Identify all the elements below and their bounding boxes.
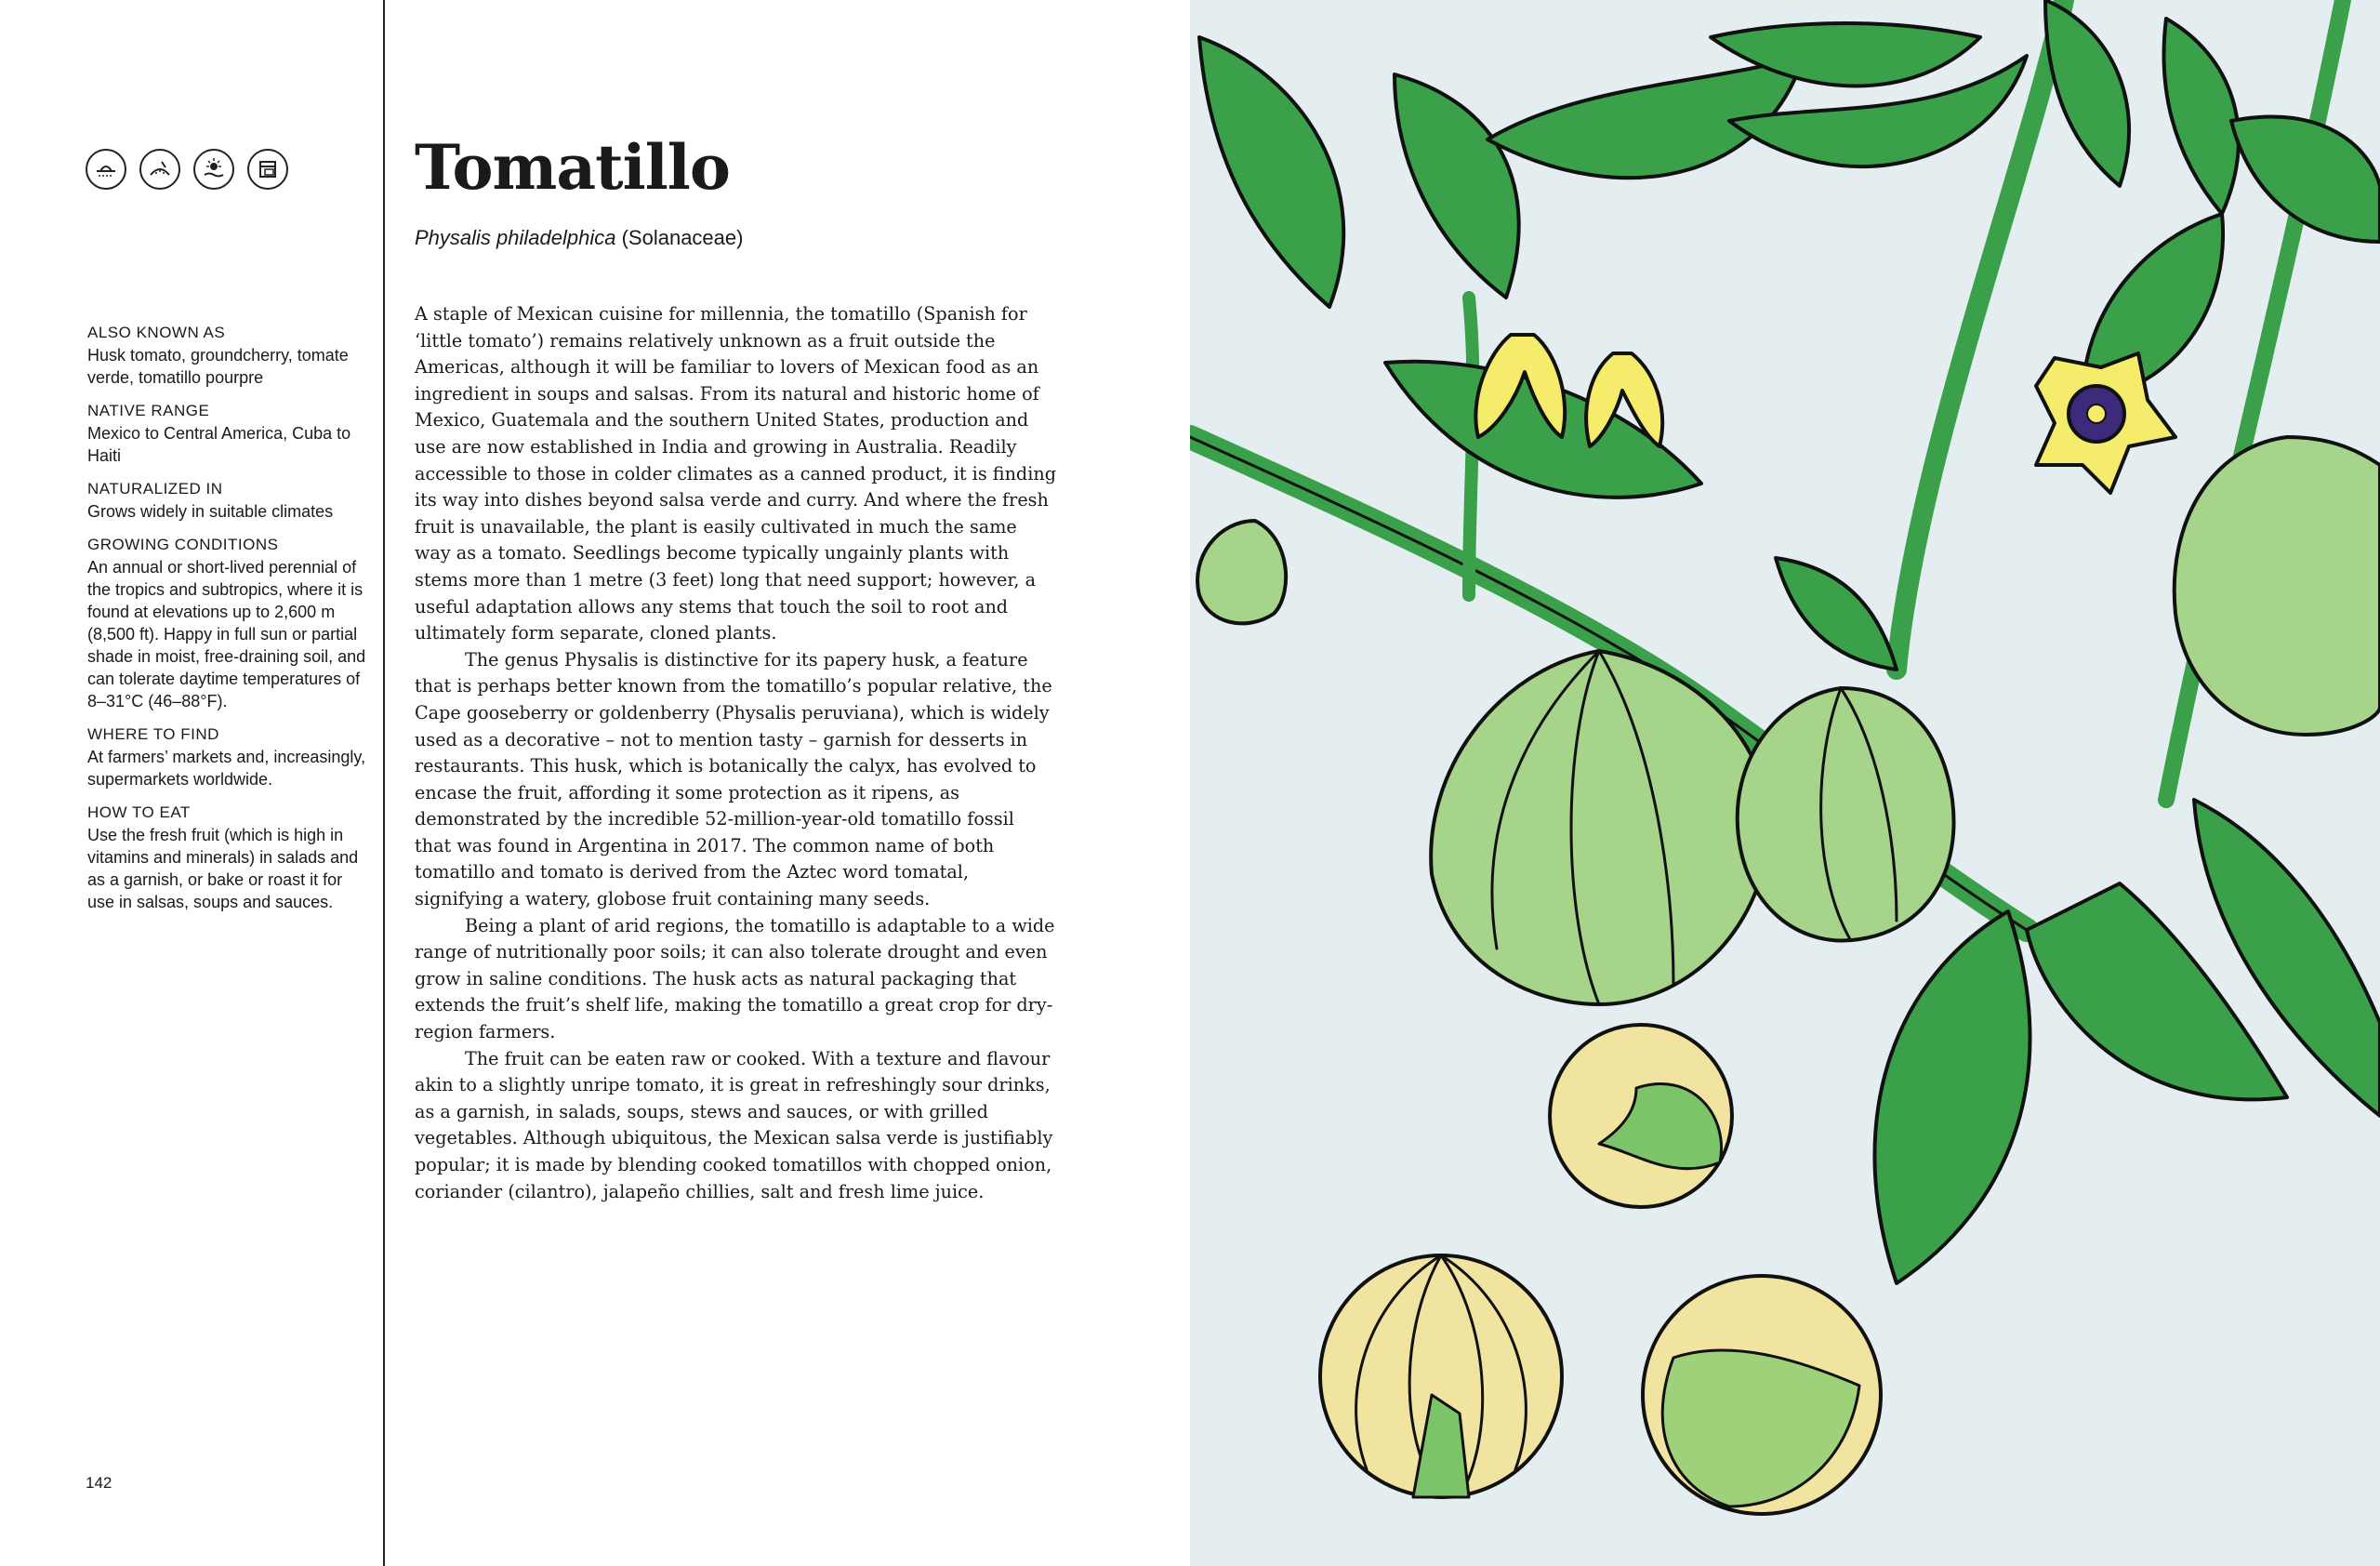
fact-also-known-as [87, 322, 366, 389]
packaging-icon [247, 149, 288, 190]
paragraph: Being a plant of arid regions, the tomatillo is adaptable to a wide range of nutritionally poor soils; it can also tolerate drought and even grow in saline conditions. The husk acts as natural packaging that extends the fruit’s shelf life, making the tomatillo a great crop for dry-region farmers. [415, 914, 1055, 1043]
bud [1197, 521, 1286, 623]
leaf [2164, 19, 2239, 214]
plant-family: (Solanaceae) [621, 226, 744, 249]
fact-naturalized-in [87, 478, 366, 523]
leaf [1395, 74, 1519, 298]
paragraph: The genus Physalis is distinctive for its papery husk, a feature that is perhaps better known from the tomatillo’s popular relative, the Cape gooseberry or goldenberry (Physalis peruviana), which is widely used as a decorative – not to mention tasty – garnish for desserts in restaurants. This husk, which is botanically the calyx, has evolved to encase the fruit, affording it some protection as it ripens, as demonstrated by the incredible 52-million-year-old tomatillo fossil that was found in Argentina in 2017. The common name of both tomatillo and tomato is derived from the Aztec word tomatal, signifying a watery, globose fruit containing many seeds. [415, 648, 1052, 910]
leaf [2045, 0, 2129, 186]
leaf [1874, 911, 2030, 1283]
page-title: Tomatillo [415, 131, 730, 204]
sun-water-icon [193, 149, 234, 190]
sidebar [0, 0, 383, 1566]
fact-value: Use the fresh fruit (which is high in vitamins and minerals) in salads and as a garnish, or bake or roast it for use in salsas, soups and sauces. [87, 826, 359, 911]
article-body [415, 301, 1056, 1205]
hanging-husk-medium [1738, 688, 1954, 941]
leaf [2231, 116, 2380, 242]
scientific-name-line [415, 225, 1056, 251]
soil-icon [139, 149, 180, 190]
paragraph: The fruit can be eaten raw or cooked. With a texture and flavour akin to a slightly unripe tomato, it is great in refreshingly sour drinks, as a garnish, in salads, soups, stews and sauces, or with grilled vegetables. Although ubiquitous, the Mexican salsa verde is justifiably popular; it is made by blending cooked tomatillos with chopped onion, coriander (cilantro), jalapeño chillies, salt and fresh lime juice. [415, 1047, 1053, 1202]
fact-list [87, 322, 366, 924]
hanging-husk-right [2175, 437, 2380, 735]
fact-label: ALSO KNOWN AS [87, 324, 226, 341]
leaf [1199, 37, 1343, 307]
scientific-name: Physalis philadelphica [415, 226, 616, 249]
fact-value: Grows widely in suitable climates [87, 502, 334, 521]
fact-value: Mexico to Central America, Cuba to Haiti [87, 424, 351, 465]
fact-label: WHERE TO FIND [87, 725, 219, 743]
habitat-icon [86, 149, 126, 190]
fact-growing-conditions [87, 534, 366, 712]
paragraph: A staple of Mexican cuisine for millennia, the tomatillo (Spanish for ‘little tomato’) remains relatively unknown as a fruit outside the Americas, although it will be familiar to lovers of Mexican food as an ingredient in soups and salsas. From its natural and historic home of Mexico, Guatemala and the southern United States, production and use are now established in India and growing in Australia. Readily accessible to those in colder climates as a canned product, it is finding its way into dishes beyond salsa verde and curry. And where the fresh fruit is unavailable, the plant is easily cultivated in much the same way as a tomato. Seedlings become typically ungainly plants with stems more than 1 metre (3 feet) long that need support; however, a useful adaptation allows any stems that touch the soil to root and ultimately form separate, cloned plants. [415, 303, 1056, 644]
loose-husk-top [1550, 1025, 1732, 1207]
article [415, 130, 1056, 1205]
fact-value: At farmers’ markets and, increasingly, supermarkets worldwide. [87, 748, 366, 789]
fact-native-range [87, 400, 366, 467]
fact-where-to-find [87, 723, 366, 790]
loose-husk-bottom-left [1320, 1255, 1562, 1497]
column-divider [383, 0, 385, 1566]
icon-row [86, 149, 288, 190]
fact-value: An annual or short-lived perennial of the tropics and subtropics, where it is found at elevations up to 2,600 m (8,500 ft). Happy in full sun or partial shade in moist, free-draining soil, and can tolerate daytime temperatures of 8–31°C (46–88°F). [87, 558, 366, 710]
fact-value: Husk tomato, groundcherry, tomate verde, tomatillo pourpre [87, 346, 349, 387]
fact-label: HOW TO EAT [87, 803, 191, 821]
leaf [1776, 558, 1897, 670]
fact-how-to-eat [87, 802, 366, 913]
illustration-svg [1190, 0, 2380, 1566]
page-number: 142 [86, 1474, 112, 1492]
loose-husk-bottom-right [1643, 1276, 1881, 1514]
tomatillo-illustration [1190, 0, 2380, 1566]
fact-label: NATIVE RANGE [87, 402, 210, 419]
fact-label: GROWING CONDITIONS [87, 536, 279, 553]
fact-label: NATURALIZED IN [87, 480, 223, 498]
